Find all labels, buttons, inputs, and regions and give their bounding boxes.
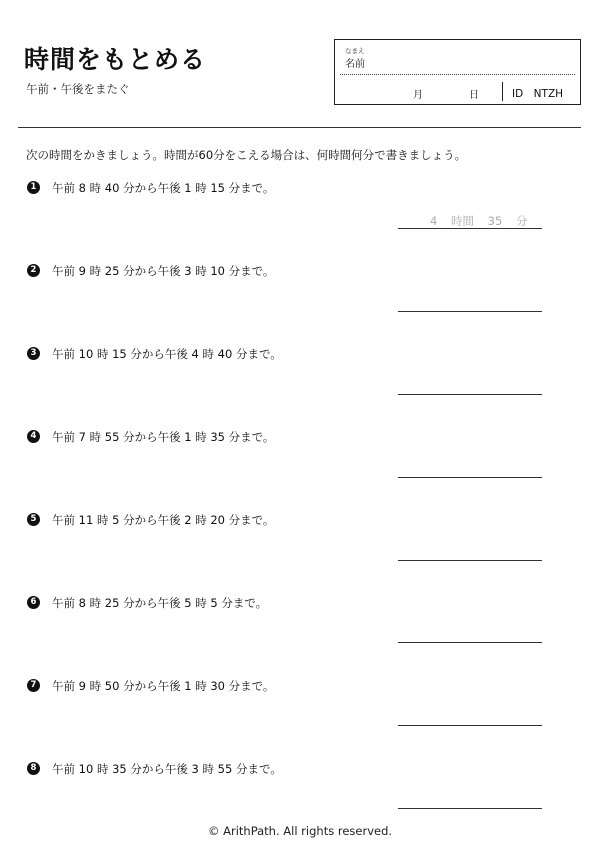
example-hours-unit: 時間 xyxy=(450,214,474,228)
answer-line[interactable] xyxy=(398,560,542,561)
problem-item xyxy=(0,181,600,241)
problem-text: 午前 7 時 55 分から午後 1 時 35 分まで。 xyxy=(52,430,275,444)
name-date-box xyxy=(334,39,581,105)
problem-text: 午前 8 時 40 分から午後 1 時 15 分まで。 xyxy=(52,181,275,195)
problem-item xyxy=(0,679,600,739)
day-label: 日 xyxy=(469,90,479,101)
worksheet-id: ID NTZH xyxy=(512,88,564,100)
problem-item xyxy=(0,430,600,490)
page-subtitle: 午前・午後をまたぐ xyxy=(26,82,130,96)
problem-text: 午前 10 時 35 分から午後 3 時 55 分まで。 xyxy=(52,762,282,776)
problem-number-badge: 1 xyxy=(27,181,40,194)
name-label: 名前 xyxy=(345,59,365,70)
example-answer xyxy=(430,213,535,229)
answer-line[interactable] xyxy=(398,725,542,726)
answer-line[interactable] xyxy=(398,394,542,395)
problem-text: 午前 11 時 5 分から午後 2 時 20 分まで。 xyxy=(52,513,275,527)
problem-number-badge: 3 xyxy=(27,347,40,360)
problem-item xyxy=(0,347,600,407)
answer-line[interactable] xyxy=(398,311,542,312)
problem-item xyxy=(0,513,600,573)
id-separator xyxy=(502,82,503,101)
name-furigana: なまえ xyxy=(345,47,365,55)
header-divider xyxy=(18,127,581,128)
problem-number-badge: 8 xyxy=(27,762,40,775)
answer-line[interactable] xyxy=(398,477,542,478)
problem-text: 午前 9 時 50 分から午後 1 時 30 分まで。 xyxy=(52,679,275,693)
problem-number-badge: 2 xyxy=(27,264,40,277)
problem-number-badge: 6 xyxy=(27,596,40,609)
problem-text: 午前 8 時 25 分から午後 5 時 5 分まで。 xyxy=(52,596,268,610)
instruction-text: 次の時間をかきましょう。時間が60分をこえる場合は、何時間何分で書きましょう。 xyxy=(26,148,467,162)
name-dotted-line xyxy=(340,74,575,75)
copyright-footer: © ArithPath. All rights reserved. xyxy=(207,824,393,838)
problem-item xyxy=(0,762,600,822)
example-minutes-unit: 分 xyxy=(515,214,528,228)
problem-number-badge: 7 xyxy=(27,679,40,692)
month-label: 月 xyxy=(413,90,423,101)
example-hours: 4 xyxy=(430,214,438,228)
problem-item xyxy=(0,596,600,656)
problem-number-badge: 4 xyxy=(27,430,40,443)
answer-line[interactable] xyxy=(398,808,542,809)
problem-number-badge: 5 xyxy=(27,513,40,526)
example-minutes: 35 xyxy=(487,214,503,228)
problem-text: 午前 10 時 15 分から午後 4 時 40 分まで。 xyxy=(52,347,282,361)
page-title: 時間をもとめる xyxy=(24,45,207,74)
problem-item xyxy=(0,264,600,324)
answer-line[interactable] xyxy=(398,642,542,643)
problem-text: 午前 9 時 25 分から午後 3 時 10 分まで。 xyxy=(52,264,275,278)
